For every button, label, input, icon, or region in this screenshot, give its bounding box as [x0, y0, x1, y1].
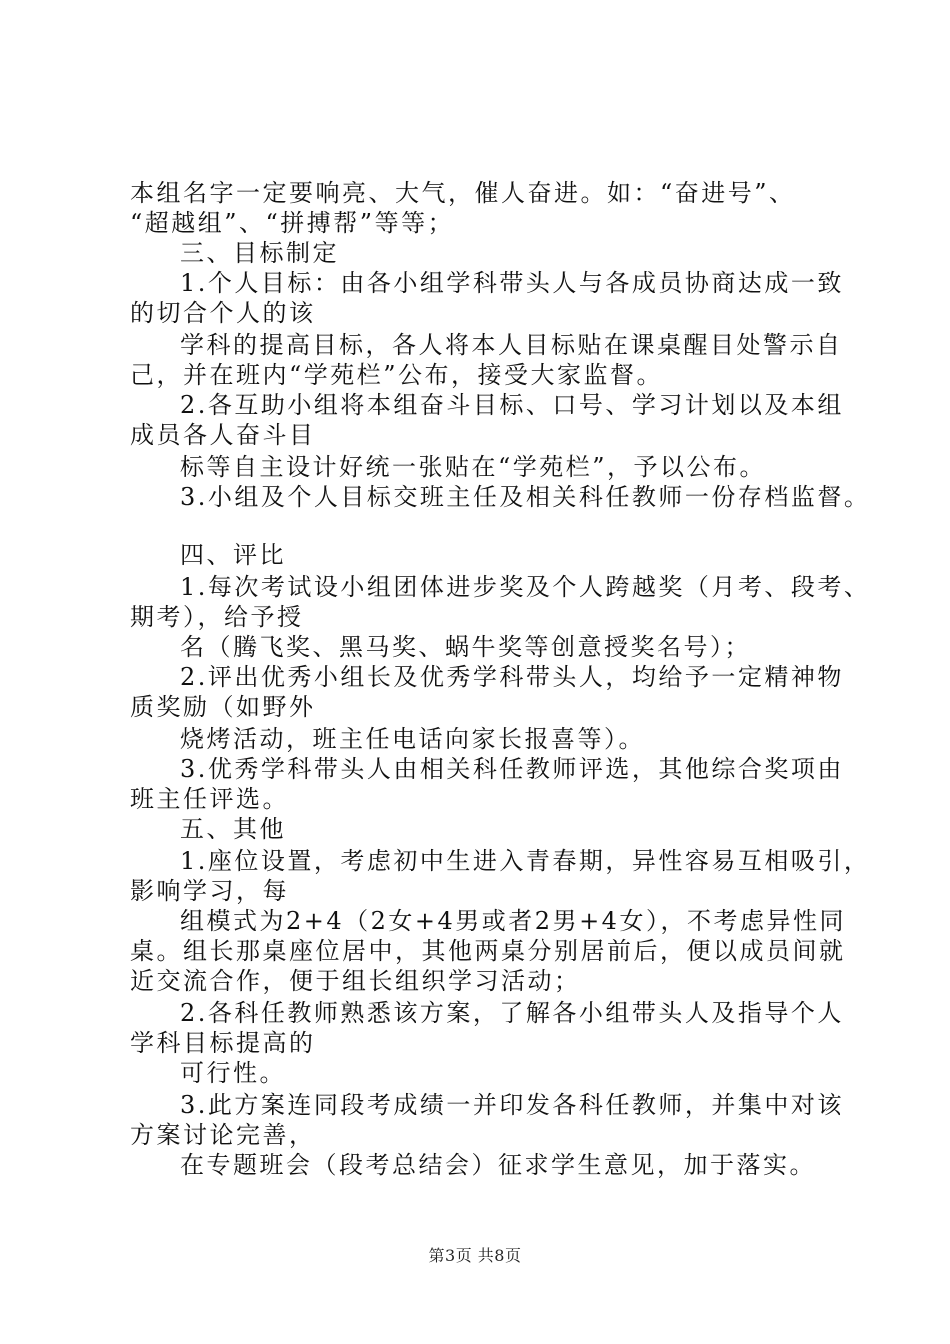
text-line: 标等自主设计好统一张贴在“学苑栏”，予以公布。 [180, 453, 767, 481]
text-line: “超越组”、“拼搏帮”等等； [130, 209, 455, 237]
text-line: 的切合个人的该 [130, 299, 316, 327]
text-line: 影响学习，每 [130, 877, 289, 905]
text-line: 本组名字一定要响亮、大气，催人奋进。如：“奋进号”、 [130, 179, 796, 207]
text-line: 学科目标提高的 [130, 1029, 316, 1057]
text-line: 1.每次考试设小组团体进步奖及个人跨越奖（月考、段考、 [180, 573, 871, 601]
text-line: 名（腾飞奖、黑马奖、蜗牛奖等创意授奖名号）； [180, 633, 751, 661]
text-line: 方案讨论完善， [130, 1121, 316, 1149]
text-line: 3.小组及个人目标交班主任及相关科任教师一份存档监督。 [180, 483, 871, 511]
text-line: 3.优秀学科带头人由相关科任教师评选，其他综合奖项由 [180, 755, 844, 783]
text-line: 质奖励（如野外 [130, 693, 316, 721]
section-heading: 四、评比 [180, 541, 286, 569]
text-line: 成员各人奋斗目 [130, 421, 316, 449]
text-line: 1.个人目标：由各小组学科带头人与各成员协商达成一致 [180, 269, 844, 297]
text-line: 可行性。 [180, 1059, 286, 1087]
text-line: 2.评出优秀小组长及优秀学科带头人，均给予一定精神物 [180, 663, 844, 691]
text-line: 近交流合作，便于组长组织学习活动； [130, 967, 581, 995]
text-line: 2.各互助小组将本组奋斗目标、口号、学习计划以及本组 [180, 391, 844, 419]
text-line: 在专题班会（段考总结会）征求学生意见，加于落实。 [180, 1151, 816, 1179]
text-line: 桌。组长那桌座位居中，其他两桌分别居前后，便以成员间就 [130, 937, 846, 965]
text-line: 班主任评选。 [130, 785, 289, 813]
section-heading: 三、目标制定 [180, 239, 339, 267]
text-line: 己，并在班内“学苑栏”公布，接受大家监督。 [130, 361, 664, 389]
text-line: 3.此方案连同段考成绩一并印发各科任教师，并集中对该 [180, 1091, 844, 1119]
page-footer: 第3页 共8页 [428, 1246, 522, 1265]
text-line: 1.座位设置，考虑初中生进入青春期，异性容易互相吸引， [180, 847, 871, 875]
section-heading: 五、其他 [180, 815, 286, 843]
text-line: 烧烤活动，班主任电话向家长报喜等）。 [180, 725, 645, 753]
text-line: 期考），给予授 [130, 603, 304, 631]
text-line: 2.各科任教师熟悉该方案，了解各小组带头人及指导个人 [180, 999, 844, 1027]
text-line: 组模式为2+4（2女+4男或者2男+4女），不考虑异性同 [180, 907, 846, 935]
text-line: 学科的提高目标，各人将本人目标贴在课桌醒目处警示自 [180, 331, 843, 359]
